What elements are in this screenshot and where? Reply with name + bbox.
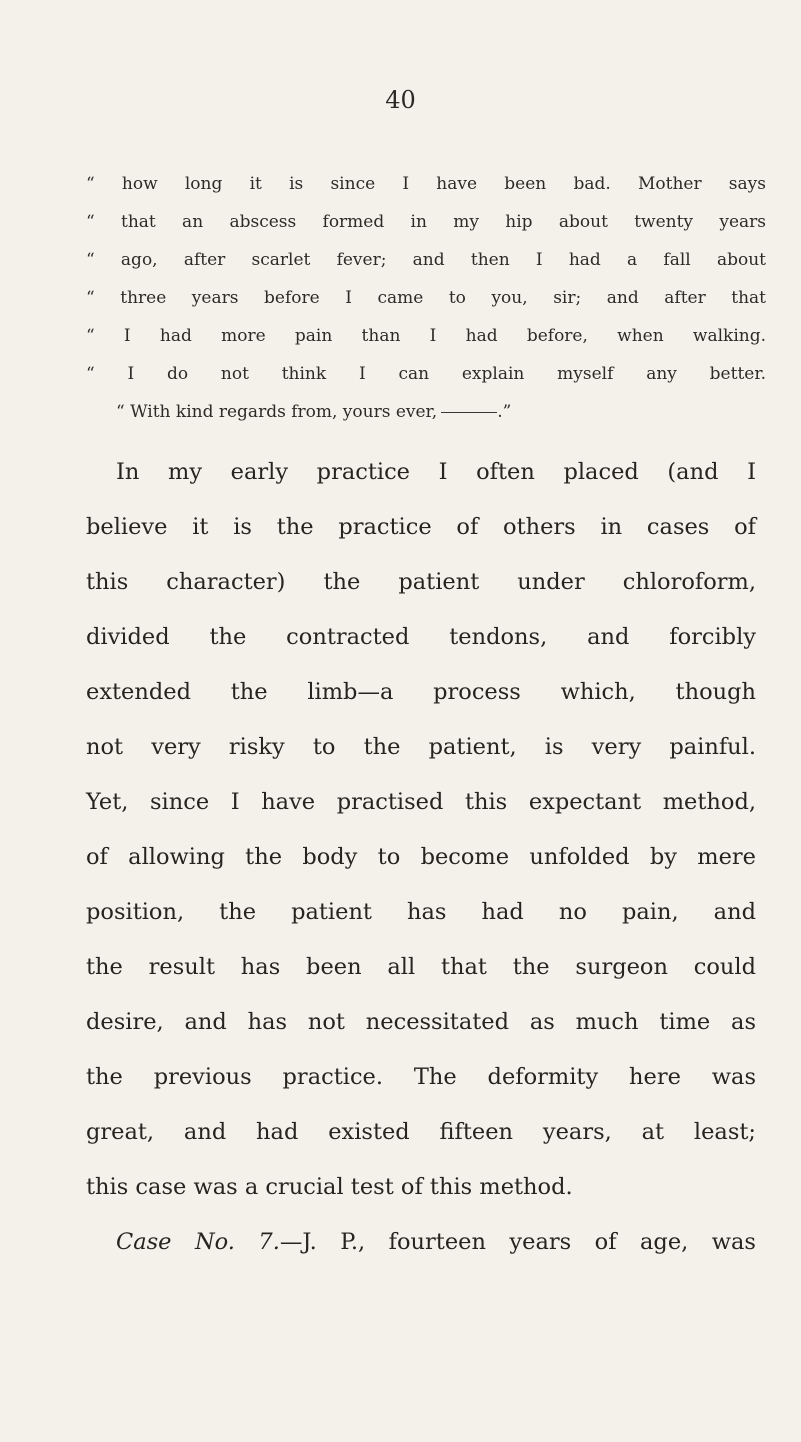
body-line: extended the limb—a process which, though (86, 679, 756, 705)
body-line: divided the contracted tendons, and forcibly (86, 624, 756, 650)
name-dash (441, 412, 497, 413)
letter-line: “ that an abscess formed in my hip about twenty years (86, 212, 766, 232)
letter-line: “ how long it is since I have been bad. Mother says (86, 174, 766, 194)
body-line: position, the patient has had no pain, and (86, 899, 756, 925)
body-line: In my early practice I often placed (and I (116, 459, 756, 485)
body-line: this case was a crucial test of this method. (86, 1174, 573, 1200)
letter-line: “ I had more pain than I had before, when walking. (86, 326, 766, 346)
body-line: Yet, since I have practised this expectant method, (86, 789, 756, 815)
letter-closing (116, 400, 511, 424)
letter-line: “ I do not think I can explain myself any better. (86, 364, 766, 384)
body-line: the result has been all that the surgeon could (86, 954, 756, 980)
case-heading-line (116, 1227, 756, 1257)
case-label: Case No. 7. (116, 1229, 280, 1255)
letter-closing-end: .” (497, 402, 512, 422)
body-line: the previous practice. The deformity here was (86, 1064, 756, 1090)
letter-line: “ three years before I came to you, sir; and after that (86, 288, 766, 308)
body-line: believe it is the practice of others in cases of (86, 514, 756, 540)
body-line: not very risky to the patient, is very painful. (86, 734, 756, 760)
case-text: —J. P., fourteen years of age, was (279, 1229, 756, 1255)
body-line: great, and had existed fifteen years, at least; (86, 1119, 756, 1145)
body-line: desire, and has not necessitated as much time as (86, 1009, 756, 1035)
body-line: this character) the patient under chloroform, (86, 569, 756, 595)
letter-closing-text: “ With kind regards from, yours ever, (116, 402, 438, 422)
page-number: 40 (385, 86, 416, 114)
body-line: of allowing the body to become unfolded by mere (86, 844, 756, 870)
letter-line: “ ago, after scarlet fever; and then I had a fall about (86, 250, 766, 270)
